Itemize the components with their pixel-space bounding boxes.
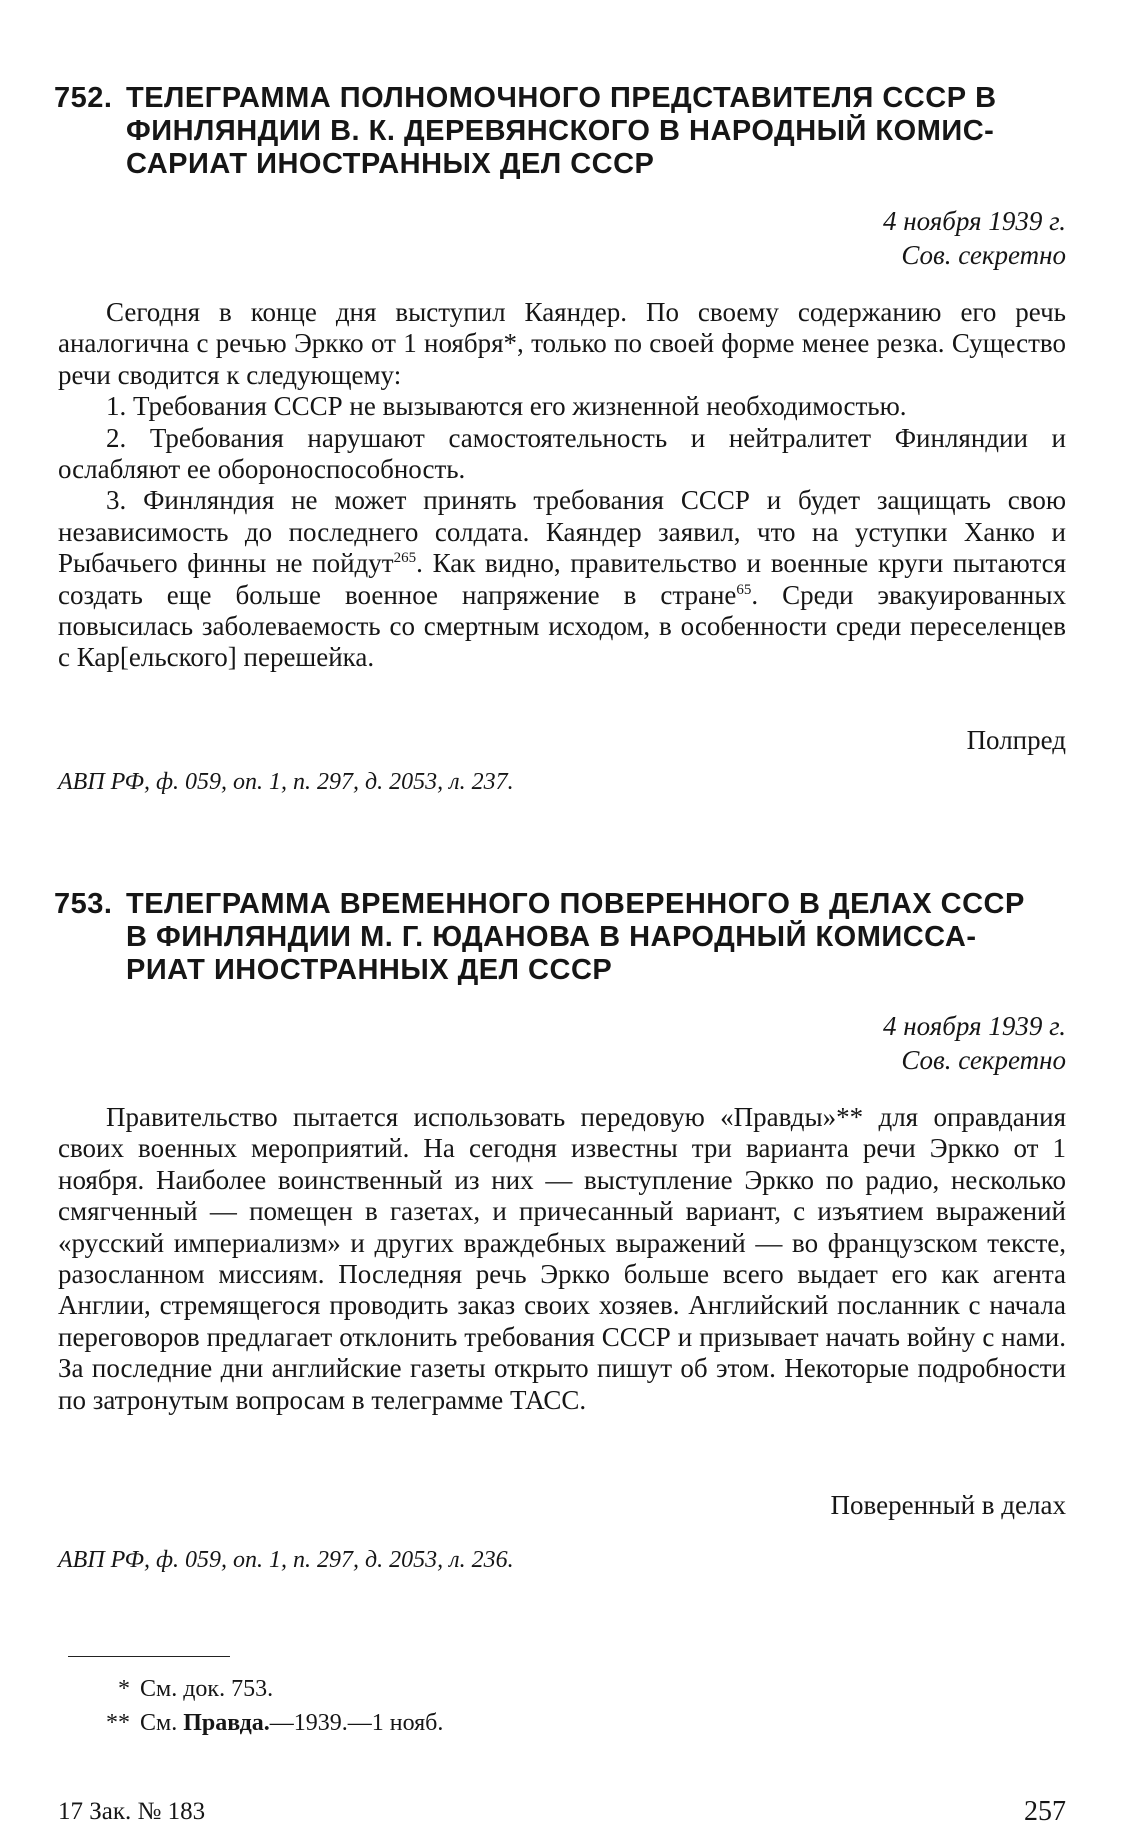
footnote-divider bbox=[68, 1656, 230, 1657]
footnote-2-prefix: См. bbox=[140, 1710, 178, 1736]
doc-752-paragraph: Сегодня в конце дня выступил Каяндер. По своему содержанию его речь аналогична с речью Эркко от 1 ноября*, только по своей форме менее резка. Существо речи сводится к следующему: bbox=[58, 297, 1066, 390]
doc-753-title-line-3: РИАТ ИНОСТРАННЫХ ДЕЛ СССР bbox=[126, 954, 613, 986]
doc-752-item-3-text-c: . Среди эвакуированных повысилась заболеваемость со смертным исходом, в особенности среди переселенцев с Кар[ельского] перешейка. bbox=[58, 579, 1066, 673]
doc-752-title-line-3: САРИАТ ИНОСТРАННЫХ ДЕЛ СССР bbox=[126, 148, 655, 180]
printer-signature-mark: 17 Зак. № 183 bbox=[58, 1798, 206, 1825]
doc-752-number: 752. bbox=[54, 82, 113, 114]
doc-753-archive-source: АВП РФ, ф. 059, оп. 1, п. 297, д. 2053, л. 236. bbox=[58, 1547, 514, 1573]
doc-752-item-3-text-b: . Как видно, правительство и военные круги пытаются создать еще больше военное напряжение в стране bbox=[58, 548, 1066, 610]
doc-753-body bbox=[58, 1102, 1066, 1416]
doc-753-classification: Сов. секретно bbox=[901, 1045, 1066, 1075]
doc-752-body bbox=[58, 297, 1066, 674]
doc-753-number: 753. bbox=[54, 888, 113, 920]
doc-753-date-block bbox=[883, 1009, 1066, 1077]
page-number: 257 bbox=[1024, 1796, 1066, 1827]
footnote-1 bbox=[96, 1674, 273, 1704]
footnote-2-rest: —1939.—1 нояб. bbox=[269, 1710, 444, 1736]
doc-752-title-line-2: ФИНЛЯНДИИ В. К. ДЕРЕВЯНСКОГО В НАРОДНЫЙ КОМИС- bbox=[126, 115, 995, 147]
doc-752-title-line-1: ТЕЛЕГРАММА ПОЛНОМОЧНОГО ПРЕДСТАВИТЕЛЯ СССР В bbox=[126, 82, 997, 114]
doc-752-endnote-ref-65: 65 bbox=[736, 581, 752, 598]
footnote-2-source-title: Правда. bbox=[183, 1710, 270, 1736]
footnote-1-text: См. док. 753. bbox=[140, 1676, 274, 1702]
doc-753-title-line-2: В ФИНЛЯНДИИ М. Г. ЮДАНОВА В НАРОДНЫЙ КОМИССА- bbox=[126, 921, 977, 953]
doc-752-item-3 bbox=[58, 485, 1066, 673]
doc-752-classification: Сов. секретно bbox=[901, 240, 1066, 270]
doc-753-title-line-1: ТЕЛЕГРАММА ВРЕМЕННОГО ПОВЕРЕННОГО В ДЕЛАХ СССР bbox=[126, 888, 1025, 920]
footnote-2 bbox=[96, 1708, 443, 1738]
doc-752-item-1: 1. Требования СССР не вызываются его жизненной необходимостью. bbox=[106, 391, 907, 422]
doc-752-date: 4 ноября 1939 г. bbox=[882, 206, 1066, 236]
doc-752-endnote-ref-265: 265 bbox=[393, 550, 417, 567]
doc-753-signature: Поверенный в делах bbox=[830, 1490, 1066, 1520]
doc-752-item-2: 2. Требования нарушают самостоятельность и нейтралитет Финляндии и ослабляют ее обороноспособность. bbox=[58, 422, 1066, 485]
footnote-1-mark: * bbox=[118, 1676, 130, 1702]
doc-752-archive-source: АВП РФ, ф. 059, оп. 1, п. 297, д. 2053, л. 237. bbox=[58, 769, 514, 795]
doc-752-date-block bbox=[883, 204, 1066, 272]
footnote-2-mark: ** bbox=[106, 1710, 130, 1736]
doc-753-title bbox=[54, 888, 1067, 987]
doc-752-item-3-text-a: 3. Финляндия не может принять требования СССР и будет защищать свою независимость до последнего солдата. Каяндер заявил, что на уступки Ханко и Рыбачьего финны не пойдут bbox=[58, 485, 1066, 579]
doc-752-title bbox=[54, 82, 1067, 181]
doc-753-paragraph: Правительство пытается использовать передовую «Правды»** для оправдания своих военных мероприятий. На сегодня известны три варианта речи Эркко от 1 ноября. Наиболее воинственный из них — выступление Эркко по радио, несколько смягченный — помещен в газетах, и причесанный вариант, с изъятием выражений «русский империализм» и других враждебных выражений — во французском тексте, разосланном миссиям. Последняя речь Эркко больше всего выдает его как агента Англии, стремящегося проводить заказ своих хозяев. Английский посланник с начала переговоров предлагает отклонить требования СССР и призывает начать войну с нами. За последние дни английские газеты открыто пишут об этом. Некоторые подробности по затронутым вопросам в телеграмме ТАСС. bbox=[58, 1102, 1066, 1415]
doc-752-signature: Полпред bbox=[966, 725, 1066, 755]
doc-753-date: 4 ноября 1939 г. bbox=[882, 1011, 1066, 1041]
